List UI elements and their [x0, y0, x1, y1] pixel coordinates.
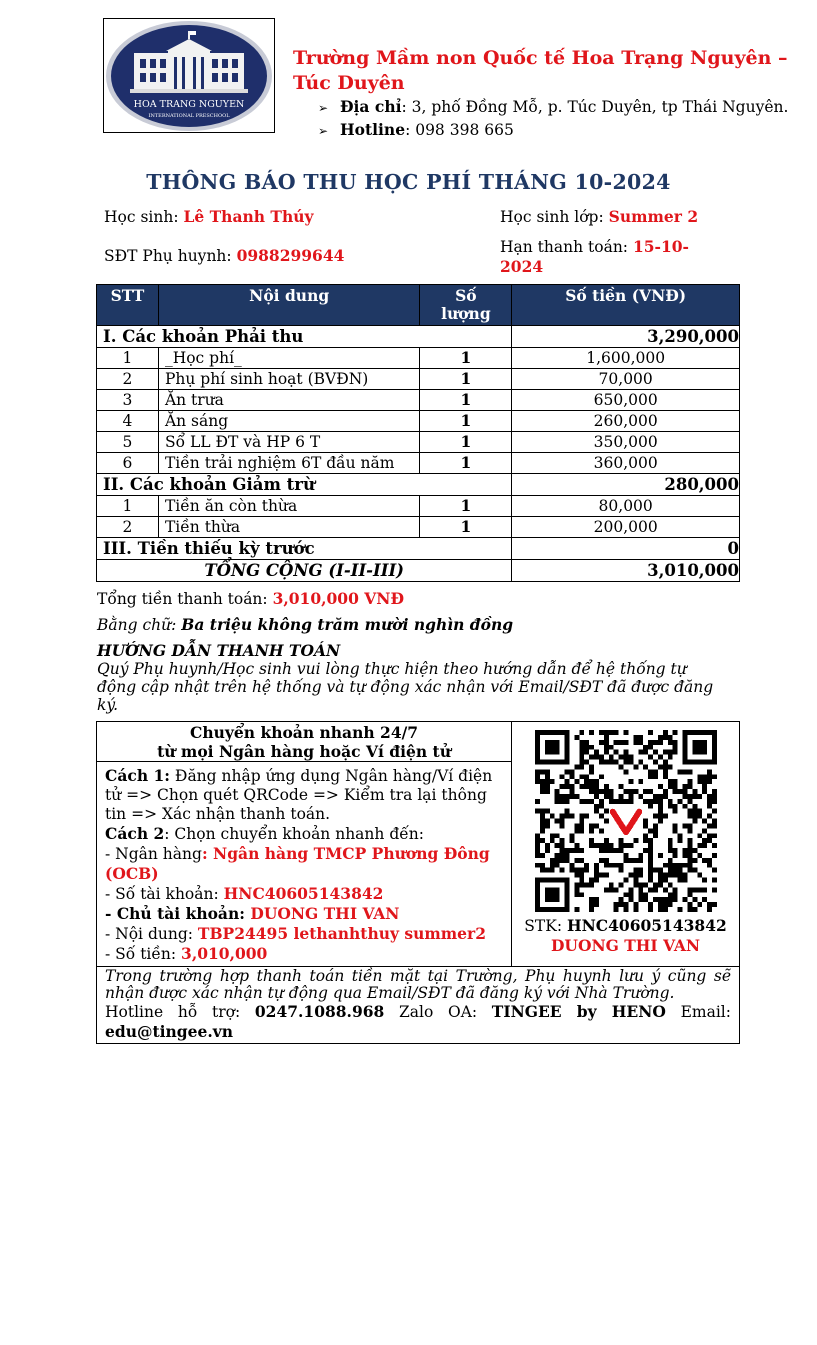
school-logo	[103, 18, 275, 133]
zalo-label: Zalo OA:	[384, 1003, 492, 1021]
parent-phone: 0988299644	[236, 246, 345, 265]
email-value: edu@tingee.vn	[105, 1022, 234, 1041]
cell-amount: 260,000	[512, 411, 740, 432]
cell-amount: 200,000	[512, 517, 740, 538]
cell-qty: 1	[420, 348, 512, 369]
grand-total-value: 3,010,000	[512, 560, 740, 582]
grand-total-row	[97, 560, 740, 582]
student-name: Lê Thanh Thúy	[183, 207, 314, 226]
section-row-deductions	[97, 474, 740, 496]
cell-amount: 80,000	[512, 496, 740, 517]
cell-amount: 360,000	[512, 453, 740, 474]
cell-qty: 1	[420, 517, 512, 538]
bank-line	[105, 844, 503, 884]
parent-phone-line	[104, 246, 344, 266]
bank-logo-mark	[612, 812, 639, 833]
table-row	[97, 453, 740, 474]
column-header-amount: Số tiền (VNĐ)	[512, 285, 740, 326]
amount-in-words-label: Bằng chữ:	[97, 616, 182, 634]
section-total: 280,000	[512, 474, 740, 496]
memo-value: TBP24495 lethanhthuy summer2	[197, 924, 486, 943]
page-title: THÔNG BÁO THU HỌC PHÍ THÁNG 10-2024	[146, 170, 671, 194]
account-line	[105, 884, 503, 904]
method-2-text: : Chọn chuyển khoản nhanh đến:	[164, 825, 424, 843]
method-2	[105, 824, 503, 844]
cell-qty: 1	[420, 453, 512, 474]
section-total: 3,290,000	[512, 326, 740, 348]
hotline-value: : 098 398 665	[405, 121, 514, 139]
memo-label: - Nội dung:	[105, 925, 198, 943]
section-total: 0	[512, 538, 740, 560]
section-row-previous-debt	[97, 538, 740, 560]
cell-content: Tiền trải nghiệm 6T đầu năm	[158, 453, 419, 474]
logo-subtext: INTERNATIONAL PRESCHOOL	[148, 113, 230, 119]
cash-note-cell	[97, 967, 740, 1044]
transfer-header-line1: Chuyển khoản nhanh 24/7	[190, 723, 419, 742]
email-label: Email:	[665, 1003, 731, 1021]
school-name: Trường Mầm non Quốc tế Hoa Trạng Nguyên – Túc Duyên	[293, 47, 788, 94]
deadline-line	[500, 237, 715, 277]
table-row	[97, 390, 740, 411]
holder-value: DUONG THI VAN	[250, 904, 400, 923]
holder-label: - Chủ tài khoản:	[105, 904, 251, 923]
section-row-receivables	[97, 326, 740, 348]
table-row	[97, 496, 740, 517]
bank-value: : Ngân hàng TMCP Phương Đông (OCB)	[105, 844, 490, 883]
bank-label: - Ngân hàng	[105, 845, 202, 863]
amount-label: - Số tiền:	[105, 945, 182, 963]
cash-note: Trong trường hợp thanh toán tiền mặt tại Trường, Phụ huynh lưu ý cũng sẽ nhận được xác nhận tự động qua Email/SĐT đã đăng ký với Nhà Trường.	[105, 967, 731, 1002]
logo-emblem	[104, 19, 274, 132]
table-row	[97, 432, 740, 453]
arrow-bullet-icon: ➢	[318, 101, 329, 115]
payment-guide-box	[96, 721, 740, 1044]
amount-line	[105, 944, 503, 964]
student-class: Summer 2	[608, 207, 699, 226]
transfer-header-line2: từ mọi Ngân hàng hoặc Ví điện tử	[157, 742, 451, 761]
cell-content: Sổ LL ĐT và HP 6 T	[158, 432, 419, 453]
support-phone: 0247.1088.968	[254, 1002, 385, 1021]
logo-text: HOA TRANG NGUYEN	[133, 99, 245, 110]
amount-value: 3,010,000	[181, 944, 268, 963]
cell-amount: 70,000	[512, 369, 740, 390]
amount-in-words-line	[97, 615, 513, 635]
table-row	[97, 517, 740, 538]
cell-qty: 1	[420, 496, 512, 517]
grand-total-label: TỔNG CỘNG (I-II-III)	[97, 560, 512, 582]
deadline: 15-10-2024	[500, 237, 689, 276]
fee-table	[96, 284, 740, 582]
total-payment-line	[97, 589, 404, 609]
hotline-label: Hotline	[340, 120, 406, 139]
stk-name: DUONG THI VAN	[550, 936, 701, 955]
account-label: - Số tài khoản:	[105, 885, 224, 903]
cell-amount: 350,000	[512, 432, 740, 453]
transfer-instructions	[97, 762, 512, 967]
total-payment-label: Tổng tiền thanh toán:	[97, 590, 273, 608]
column-header-content: Nội dung	[158, 285, 419, 326]
table-header-row	[97, 285, 740, 326]
parent-phone-label: SĐT Phụ huynh:	[104, 247, 237, 265]
hotline-line	[318, 120, 514, 141]
student-name-line	[104, 207, 314, 227]
amount-in-words-value: Ba triệu không trăm mười nghìn đồng	[181, 615, 514, 634]
cell-stt: 2	[97, 517, 159, 538]
cell-content: Tiền ăn còn thừa	[158, 496, 419, 517]
method-2-label: Cách 2	[105, 824, 165, 843]
section-label: II. Các khoản Giảm trừ	[97, 474, 512, 496]
stk-line	[520, 916, 731, 936]
cell-content: Ăn sáng	[158, 411, 419, 432]
support-line	[105, 1002, 731, 1022]
student-class-line	[500, 207, 698, 227]
table-row	[97, 411, 740, 432]
method-1-label: Cách 1:	[105, 766, 170, 785]
support-label: Hotline hỗ trợ:	[105, 1003, 255, 1021]
table-row	[97, 348, 740, 369]
address-line	[318, 97, 788, 118]
method-1	[105, 766, 503, 824]
qr-code-icon	[535, 730, 717, 912]
arrow-bullet-icon: ➢	[318, 124, 329, 138]
qr-panel	[512, 722, 740, 967]
zalo-value: TINGEE by HENO	[491, 1002, 666, 1021]
cell-stt: 1	[97, 496, 159, 517]
cell-stt: 6	[97, 453, 159, 474]
cell-stt: 4	[97, 411, 159, 432]
section-label: III. Tiền thiếu kỳ trước	[97, 538, 512, 560]
payment-guide-text: Quý Phụ huynh/Học sinh vui lòng thực hiện theo hướng dẫn để hệ thống tự động cập nhật trên hệ thống và tự động xác nhận với Email/SĐT đã được đăng ký.	[97, 660, 714, 714]
total-payment-value: 3,010,000 VNĐ	[272, 589, 405, 608]
cell-stt: 1	[97, 348, 159, 369]
table-row	[97, 369, 740, 390]
column-header-stt: STT	[97, 285, 159, 326]
section-label: I. Các khoản Phải thu	[97, 326, 512, 348]
deadline-label: Hạn thanh toán:	[500, 238, 633, 256]
account-value: HNC40605143842	[223, 884, 384, 903]
method-1-text: Đăng nhập ứng dụng Ngân hàng/Ví điện tử => Chọn quét QRCode => Kiểm tra lại thông tin => Xác nhận thanh toán.	[105, 767, 493, 823]
cell-stt: 2	[97, 369, 159, 390]
cell-qty: 1	[420, 411, 512, 432]
email-line	[105, 1022, 731, 1042]
cell-content: _Học phí_	[158, 348, 419, 369]
cell-stt: 3	[97, 390, 159, 411]
stk-label: STK:	[524, 917, 567, 935]
column-header-quantity: Số lượng	[420, 285, 512, 326]
cell-qty: 1	[420, 369, 512, 390]
transfer-header	[97, 722, 512, 762]
address-value: : 3, phố Đồng Mỗ, p. Túc Duyên, tp Thái Nguyên.	[401, 98, 789, 116]
cell-amount: 650,000	[512, 390, 740, 411]
cell-amount: 1,600,000	[512, 348, 740, 369]
student-name-label: Học sinh:	[104, 208, 184, 226]
student-class-label: Học sinh lớp:	[500, 208, 609, 226]
payment-guide-title: HƯỚNG DẪN THANH TOÁN	[97, 641, 341, 660]
cell-qty: 1	[420, 432, 512, 453]
cell-stt: 5	[97, 432, 159, 453]
cell-content: Ăn trưa	[158, 390, 419, 411]
holder-line	[105, 904, 503, 924]
cell-content: Tiền thừa	[158, 517, 419, 538]
cell-qty: 1	[420, 390, 512, 411]
stk-value: HNC40605143842	[566, 916, 727, 935]
memo-line	[105, 924, 503, 944]
cell-content: Phụ phí sinh hoạt (BVĐN)	[158, 369, 419, 390]
address-label: Địa chỉ	[340, 97, 402, 116]
